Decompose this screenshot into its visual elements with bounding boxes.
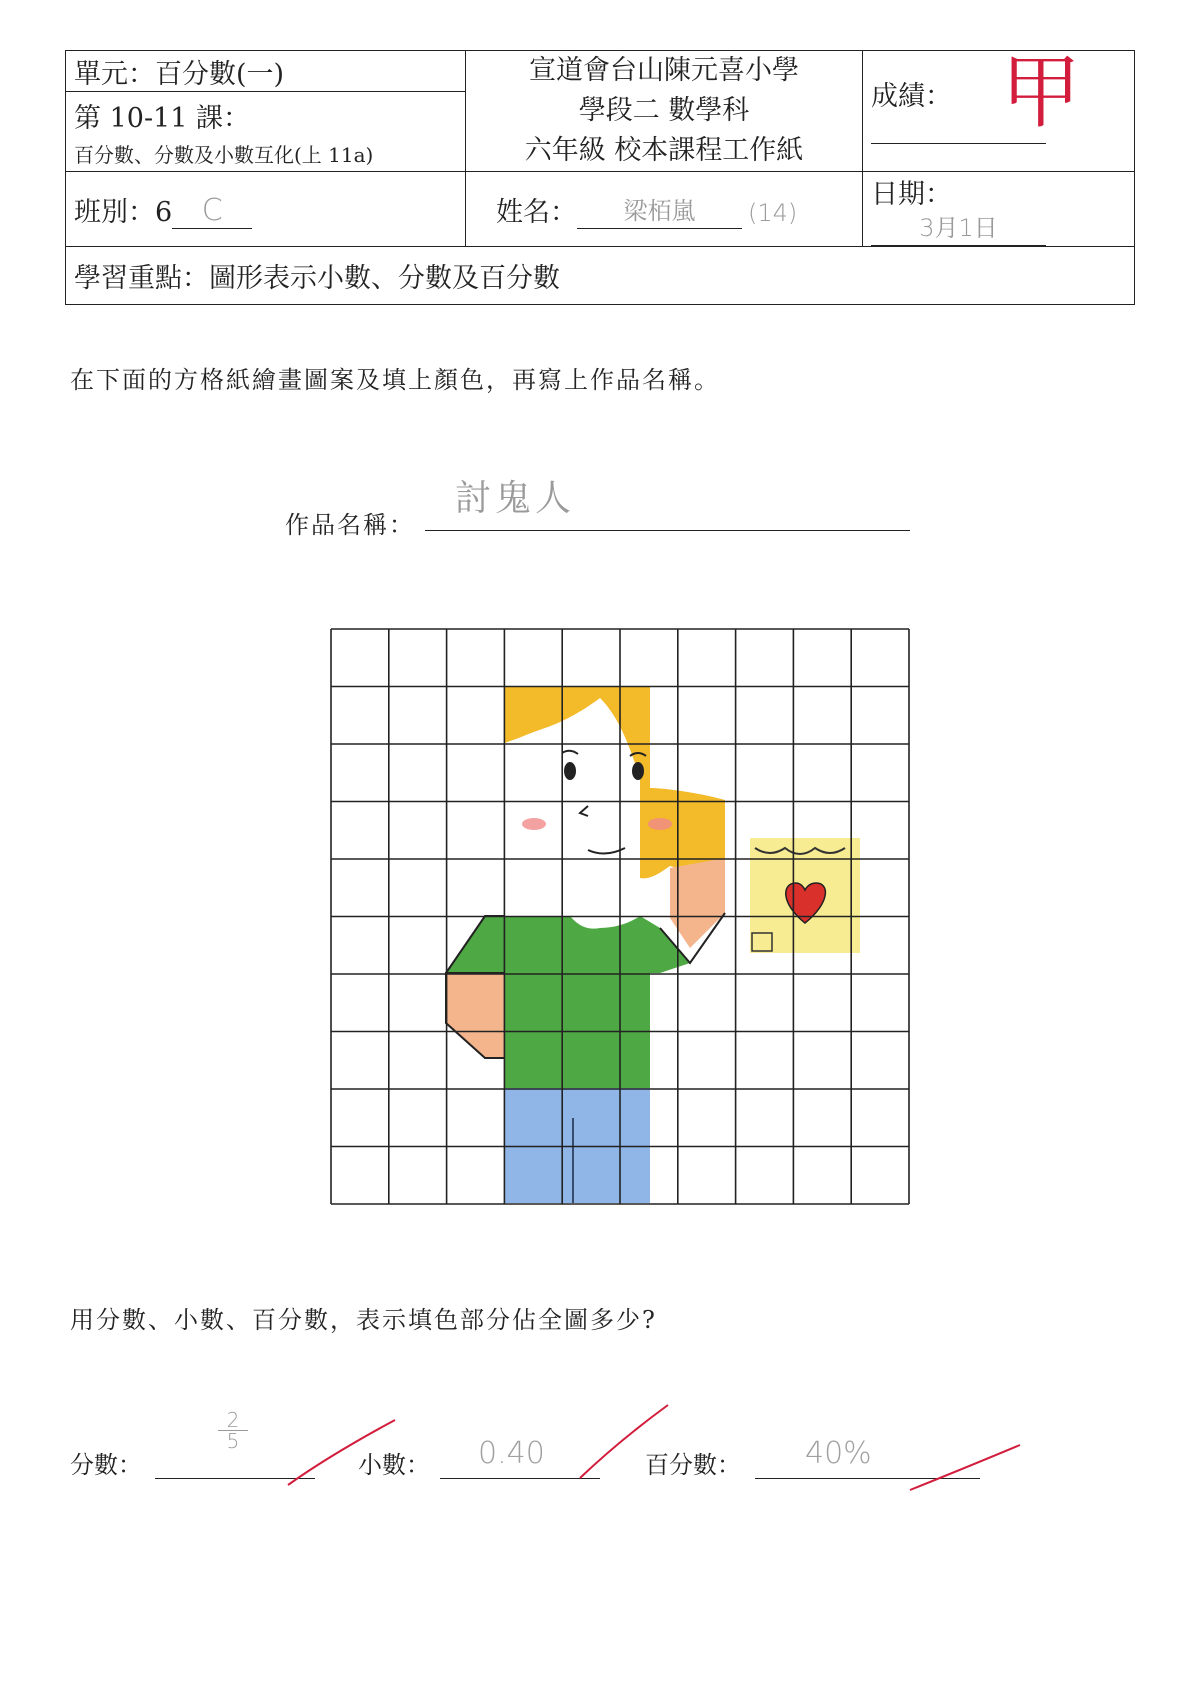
name-field[interactable]: 梁栢嵐 [577,194,742,229]
artwork-title-line [425,530,910,531]
fraction-answer[interactable] [218,1410,248,1451]
left-arm [446,973,504,1058]
school-subject: 學段二 數學科 [578,95,750,126]
decimal-label: 小數： [358,1451,430,1479]
unit-cell [66,51,466,92]
date-field[interactable]: 3月1日 [871,211,1046,246]
class-cell [66,172,466,247]
date-cell [863,172,1135,247]
lesson-subtitle: 百分數、分數及小數互化(上 11a) [74,142,374,167]
name-label: 姓名： [496,196,577,228]
question-text: 用分數、小數、百分數，表示填色部分佔全圖多少? [70,1306,657,1334]
drawing-grid[interactable] [330,628,910,1205]
worksheet-header [65,46,1135,305]
instruction-text: 在下面的方格紙繪畫圖案及填上顏色，再寫上作品名稱。 [70,366,720,394]
pants [504,1088,650,1203]
fraction-line[interactable] [155,1478,315,1479]
lesson-cell [66,92,466,172]
student-number: (14) [748,198,798,227]
left-eye [564,762,576,780]
date-label: 日期： [871,179,952,210]
unit-title: 單元：百分數(一) [74,58,285,90]
fraction-numerator: 2 [226,1408,240,1432]
learning-focus: 學習重點：圖形表示小數、分數及百分數 [74,263,560,294]
class-printed: 6 [155,196,173,228]
percent-label: 百分數： [645,1451,741,1479]
fraction-label: 分數： [70,1451,142,1479]
school-name: 宣道會台山陳元喜小學 [529,55,799,86]
check-mark-percent [910,1445,1020,1490]
school-cell [466,51,863,172]
fraction-denominator: 5 [218,1430,248,1451]
focus-cell [66,247,1135,305]
right-eye [632,762,644,780]
grade-value: 甲 [1001,46,1081,139]
name-cell [466,172,863,247]
artwork-title-label: 作品名稱： [285,511,415,539]
school-course: 六年級 校本課程工作紙 [524,135,804,166]
artwork-title-value[interactable]: 討鬼人 [455,478,576,519]
lesson-title: 第 10-11 課： [74,102,251,134]
percent-line[interactable] [755,1478,980,1479]
decimal-answer[interactable]: 0.40 [478,1436,545,1471]
percent-answer[interactable]: 40% [805,1436,872,1471]
decimal-line[interactable] [440,1478,600,1479]
hair [504,686,725,878]
class-field[interactable]: C [172,194,252,229]
grade-cell [863,46,1135,172]
grade-label: 成績： [871,81,952,112]
class-label: 班別： [74,196,155,228]
